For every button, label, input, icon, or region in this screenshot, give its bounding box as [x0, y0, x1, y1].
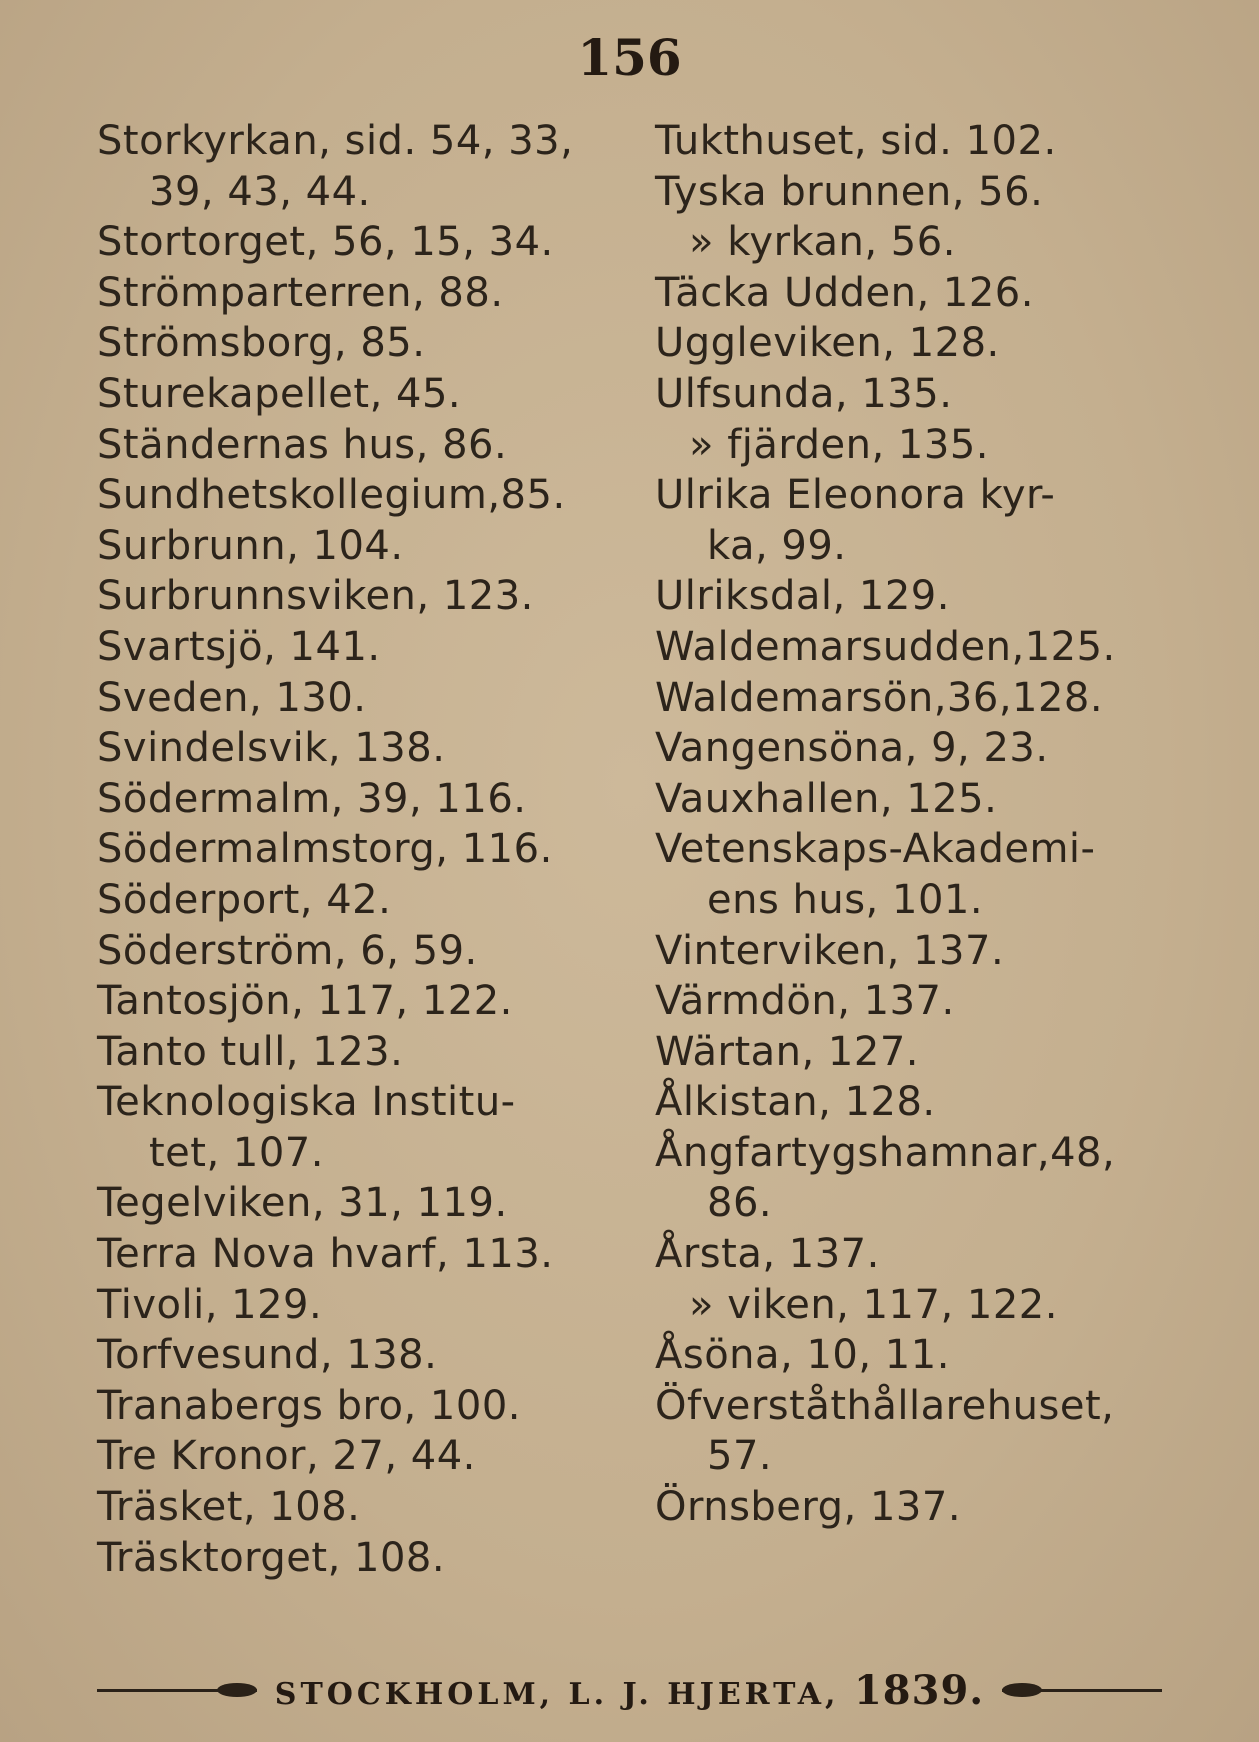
page-number: 156	[577, 28, 682, 87]
index-entry: Tyska brunnen, 56.	[655, 168, 1044, 215]
index-entry: Storkyrkan, sid. 54, 33,	[97, 118, 574, 164]
index-entry: Uggleviken, 128.	[655, 320, 1000, 367]
index-entry: Stortorget, 56, 15, 34.	[97, 219, 554, 266]
index-entry: Tre Kronor, 27, 44.	[97, 1433, 476, 1480]
index-entry: 57.	[707, 1433, 773, 1480]
index-entry: Södermalmstorg, 116.	[97, 826, 553, 873]
index-entry: Tegelviken, 31, 119.	[97, 1180, 508, 1227]
index-entry: ens hus, 101.	[707, 876, 984, 923]
index-entry: Täcka Udden, 126.	[655, 269, 1034, 316]
index-entry: Teknologiska Institu-	[97, 1079, 516, 1126]
printer-imprint	[97, 1668, 1162, 1712]
index-entry: Tanto tull, 123.	[97, 1028, 404, 1075]
index-entry: Surbrunnsviken, 123.	[97, 573, 534, 620]
index-entry: 39, 43, 44.	[149, 168, 371, 215]
index-entry: Åsöna, 10, 11.	[655, 1332, 950, 1379]
index-entry: Tukthuset, sid. 102.	[655, 118, 1057, 164]
index-entry: Örnsberg, 137.	[655, 1484, 962, 1531]
index-entry: Vetenskaps-Akademi-	[655, 826, 1096, 873]
index-entry: Torfvesund, 138.	[97, 1332, 438, 1379]
index-entry: Sundhetskollegium,85.	[97, 472, 566, 519]
index-entry: Terra Nova hvarf, 113.	[97, 1231, 554, 1278]
index-entry: ka, 99.	[707, 522, 847, 569]
ornamental-rule-right	[1002, 1687, 1162, 1693]
index-entry: Träsket, 108.	[97, 1484, 361, 1531]
index-entry: Sveden, 130.	[97, 674, 367, 721]
index-entry: Vauxhallen, 125.	[655, 775, 998, 822]
index-entry: Södermalm, 39, 116.	[97, 775, 527, 822]
index-entry: Värmdön, 137.	[655, 978, 955, 1025]
index-entry: Ulfsunda, 135.	[655, 370, 953, 417]
index-entry: Söderström, 6, 59.	[97, 927, 478, 974]
index-entry: Tranabergs bro, 100.	[97, 1382, 521, 1429]
index-entry: Ångfartygshamnar,48,	[655, 1129, 1116, 1176]
index-entry: Svindelsvik, 138.	[97, 725, 446, 772]
index-entry: Ålkistan, 128.	[655, 1079, 936, 1126]
index-entry: Tivoli, 129.	[97, 1281, 323, 1328]
index-entry: Surbrunn, 104.	[97, 522, 404, 569]
index-entry: Waldemarsudden,125.	[655, 623, 1116, 670]
index-entry: Sturekapellet, 45.	[97, 370, 462, 417]
index-entry: Ulrika Eleonora kyr-	[655, 472, 1056, 519]
ornamental-rule-left	[97, 1687, 257, 1693]
index-entry: Strömparterren, 88.	[97, 269, 504, 316]
index-entry: » fjärden, 135.	[689, 421, 989, 468]
index-entry: Träsktorget, 108.	[97, 1534, 446, 1581]
index-entry: Öfverståthållarehuset,	[655, 1382, 1115, 1429]
index-entry: » kyrkan, 56.	[689, 219, 956, 266]
imprint-year: 1839.	[853, 1666, 985, 1714]
index-entry: Wärtan, 127.	[655, 1028, 919, 1075]
index-entry: Strömsborg, 85.	[97, 320, 426, 367]
imprint-text	[257, 1667, 1002, 1714]
index-entry: Årsta, 137.	[655, 1231, 880, 1278]
index-entry: » viken, 117, 122.	[689, 1281, 1058, 1328]
index-entry: tet, 107.	[149, 1129, 324, 1176]
index-entry: Waldemarsön,36,128.	[655, 674, 1104, 721]
index-column-right	[655, 116, 1175, 1533]
index-column-left	[97, 116, 617, 1583]
index-entry: Ulriksdal, 129.	[655, 573, 950, 620]
index-entry: Ständernas hus, 86.	[97, 421, 508, 468]
index-entry: Vangensöna, 9, 23.	[655, 725, 1049, 772]
index-entry: 86.	[707, 1180, 773, 1227]
index-entry: Vinterviken, 137.	[655, 927, 1005, 974]
imprint-publisher: STOCKHOLM, L. J. HJERTA,	[274, 1676, 840, 1712]
index-entry: Söderport, 42.	[97, 876, 392, 923]
index-entry: Svartsjö, 141.	[97, 623, 381, 670]
index-entry: Tantosjön, 117, 122.	[97, 978, 513, 1025]
